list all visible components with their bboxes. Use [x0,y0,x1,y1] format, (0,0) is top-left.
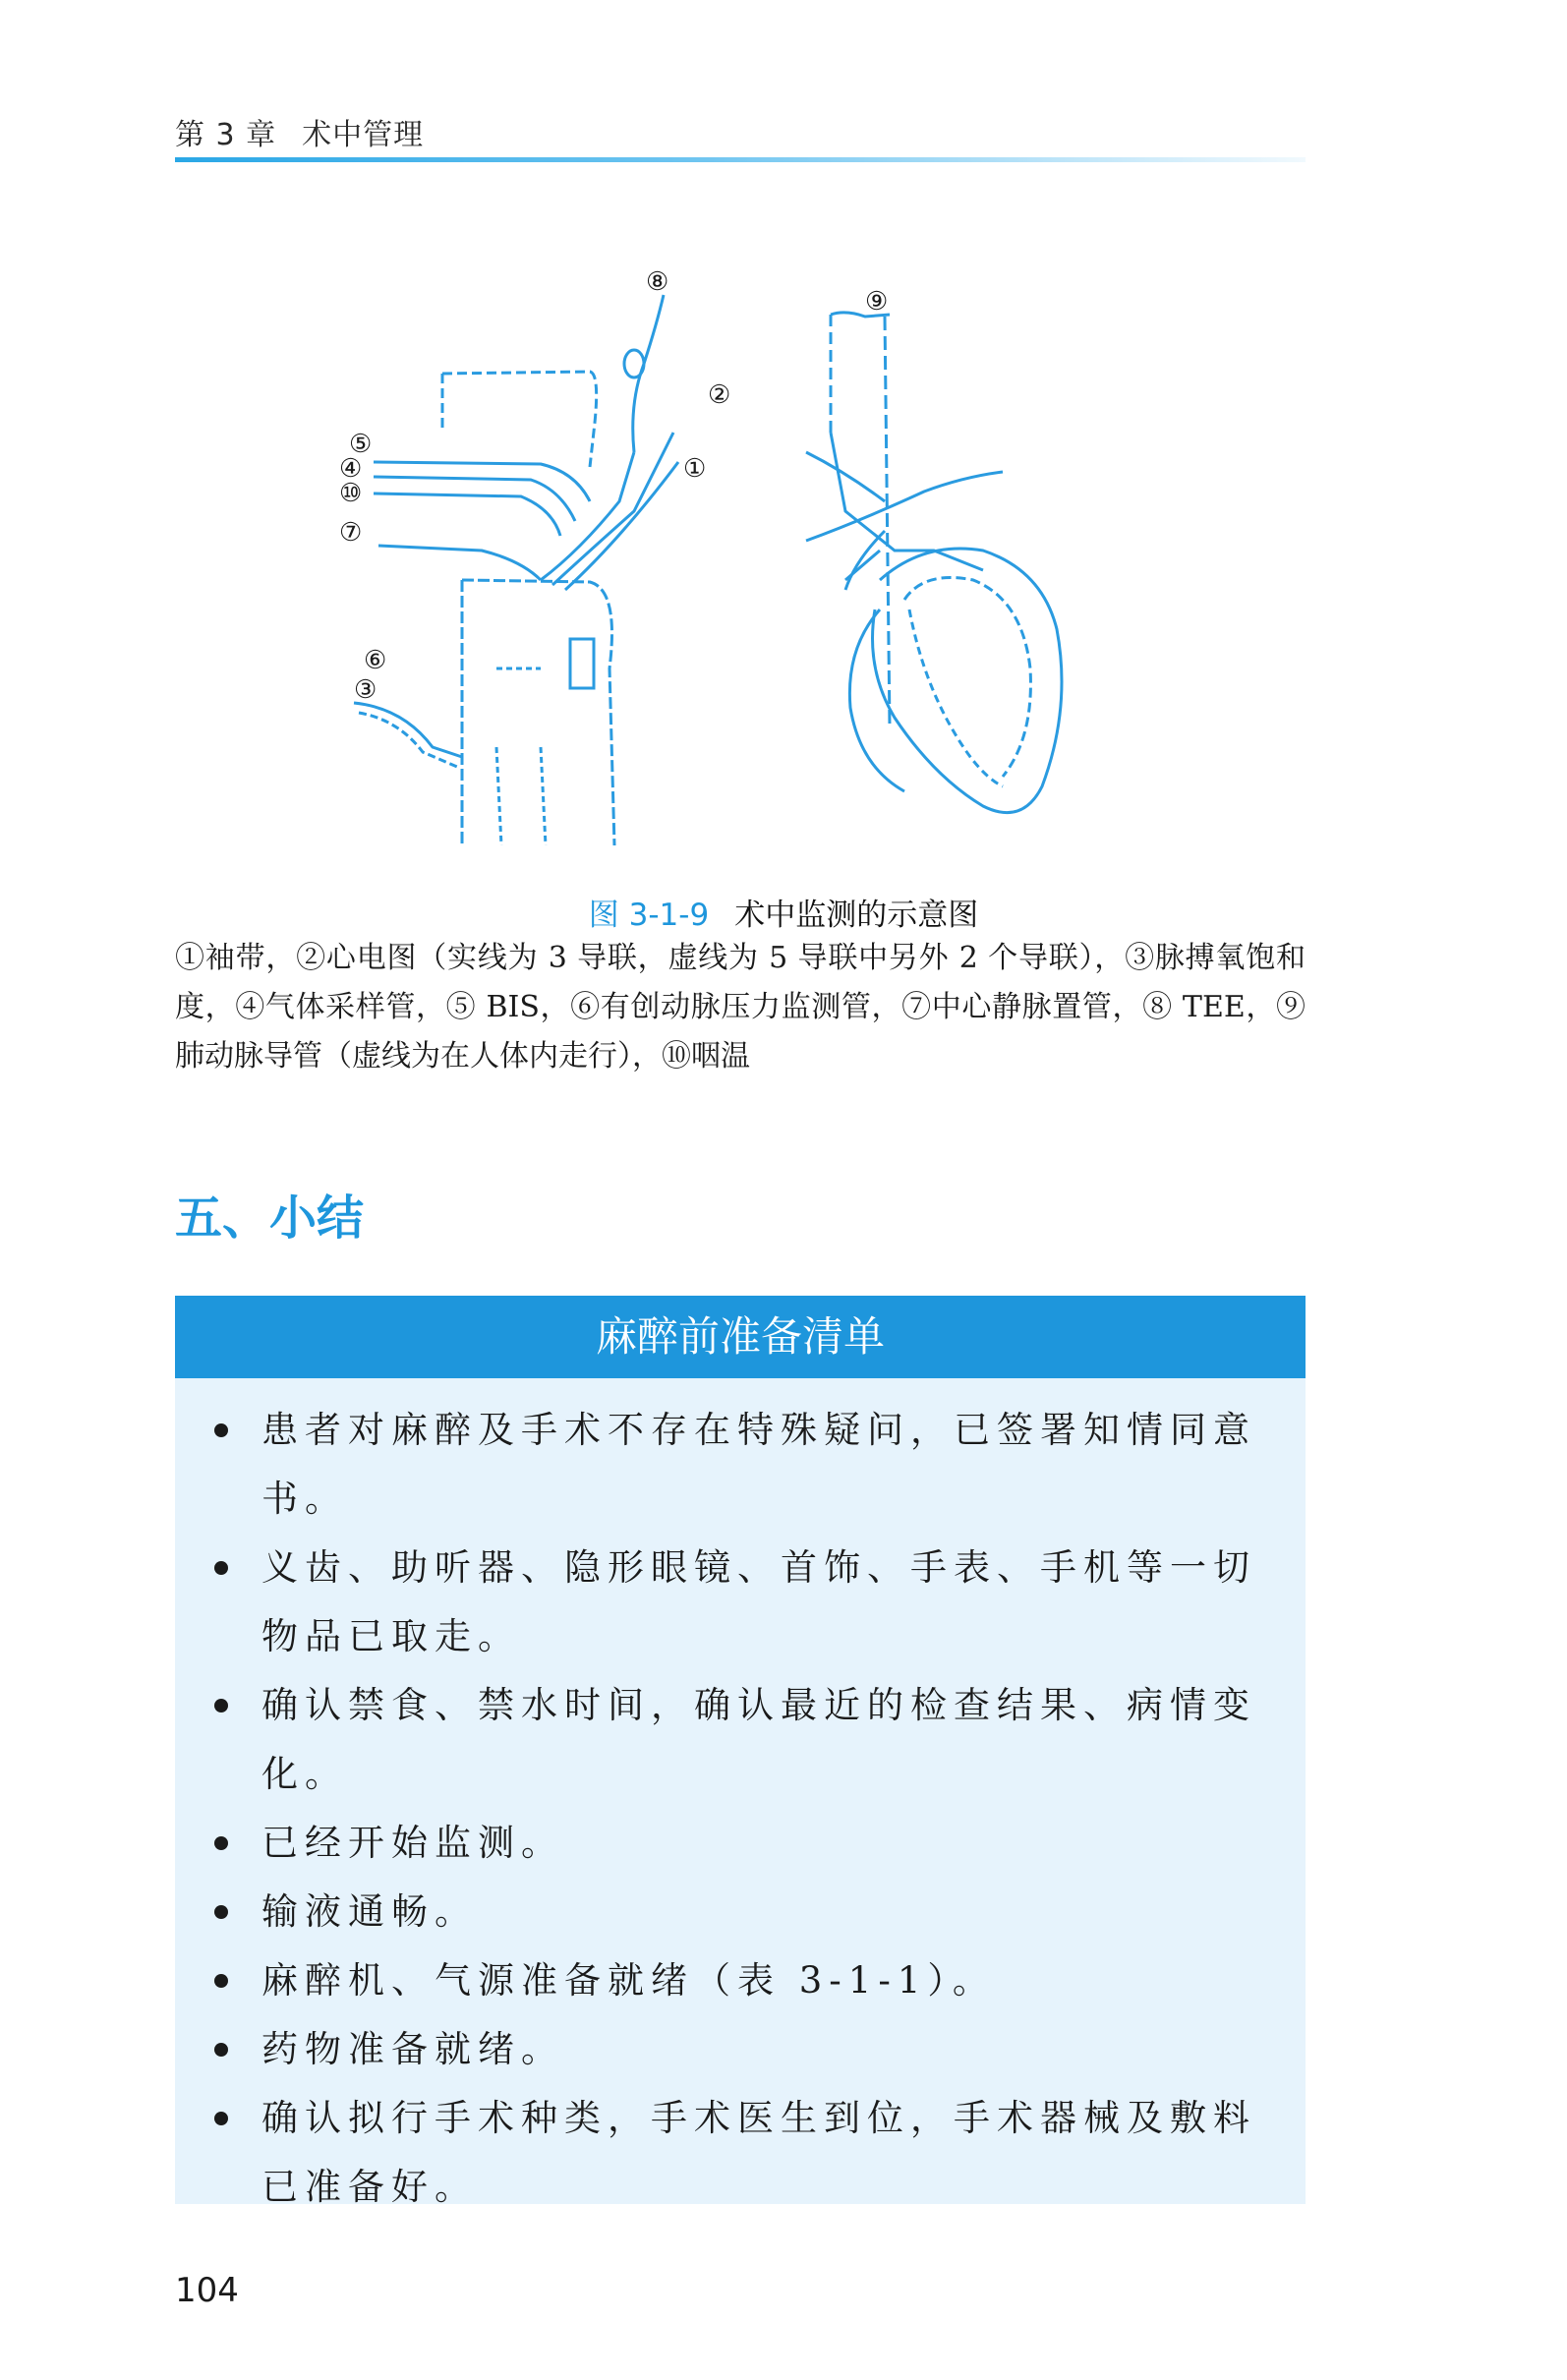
marker-5: ⑤ [349,430,373,459]
list-item [175,2084,1306,2222]
bullet-icon [214,1836,228,1850]
checklist-title: 麻醉前准备清单 [175,1296,1306,1378]
page-number: 104 [175,2271,239,2310]
marker-4: ④ [339,454,363,484]
patient-head-illustration [354,295,678,845]
list-item-text: 药物准备就绪。 [261,2028,564,2070]
monitoring-figure [295,256,1160,845]
monitoring-diagram [295,256,1160,845]
bullet-icon [214,1423,228,1437]
bullet-icon [214,1905,228,1919]
list-item [175,1809,1306,1878]
marker-10: ⑩ [339,479,363,508]
header-rule [175,157,1306,162]
list-item [175,1671,1306,1809]
figure-title: 术中监测的示意图 [734,898,979,933]
figure-number: 图 3-1-9 [588,898,710,933]
list-item-text: 确认拟行手术种类，手术医生到位，手术器械及敷料已准备好。 [261,2097,1256,2208]
marker-8: ⑧ [646,267,669,297]
marker-1: ① [683,454,707,484]
list-item [175,1396,1306,1534]
chapter-title: 术中管理 [302,118,425,152]
list-item [175,1878,1306,1946]
bullet-icon [214,2112,228,2125]
section-title: 五、小结 [175,1190,365,1246]
figure-legend: ①袖带，②心电图（实线为 3 导联，虚线为 5 导联中另外 2 个导联），③脉搏氧饱和度，④气体采样管，⑤ BIS，⑥有创动脉压力监测管，⑦中心静脉置管，⑧ TEE，⑨肺动脉导管（虚线为在人体内走行），⑩咽温 [175,941,1306,1074]
marker-6: ⑥ [364,646,387,675]
list-item [175,1946,1306,2015]
checklist-box [175,1296,1306,2208]
bullet-icon [214,2043,228,2057]
list-item [175,2015,1306,2084]
bullet-icon [214,1699,228,1712]
marker-3: ③ [354,675,377,705]
bullet-icon [214,1974,228,1988]
running-header [175,110,424,153]
checklist-list [175,1378,1306,2222]
figure-caption [0,890,1567,934]
list-item-text: 患者对麻醉及手术不存在特殊疑问，已签署知情同意书。 [261,1409,1256,1520]
list-item-text: 确认禁食、禁水时间，确认最近的检查结果、病情变化。 [261,1684,1256,1795]
list-item-text: 输液通畅。 [261,1890,478,1933]
chapter-number: 第 3 章 [175,118,277,152]
list-item-text: 已经开始监测。 [261,1822,564,1864]
list-item-text: 麻醉机、气源准备就绪（表 3-1-1）。 [261,1959,996,2002]
list-item [175,1534,1306,1671]
marker-7: ⑦ [339,518,363,548]
marker-2: ② [708,380,731,410]
heart-illustration [806,313,1062,813]
list-item-text: 义齿、助听器、隐形眼镜、首饰、手表、手机等一切物品已取走。 [261,1546,1256,1657]
bullet-icon [214,1561,228,1575]
marker-9: ⑨ [865,287,889,317]
